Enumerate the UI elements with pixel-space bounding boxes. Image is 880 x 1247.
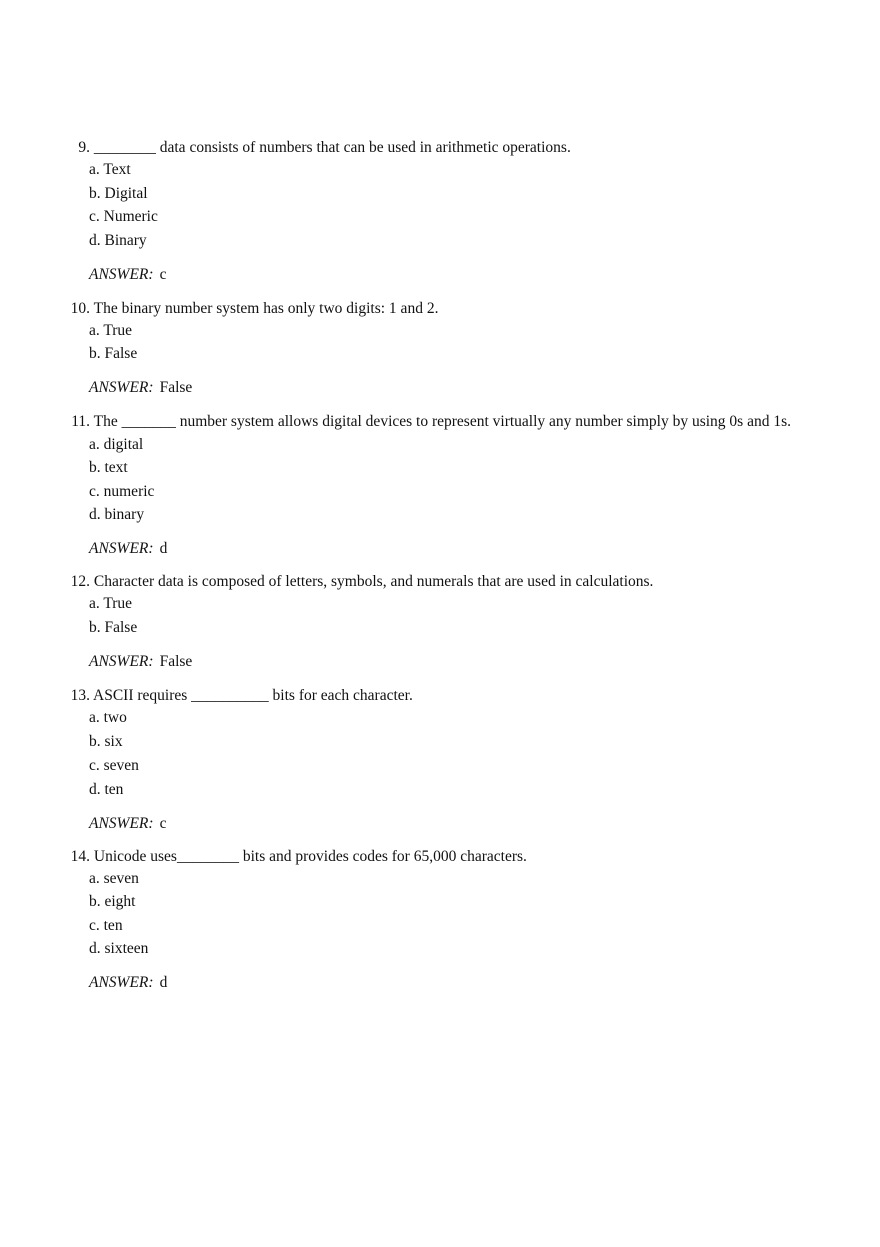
question-number: 9. xyxy=(78,139,90,156)
answer-line xyxy=(89,378,192,398)
option-b: b. six xyxy=(89,733,123,750)
option-d: d. sixteen xyxy=(89,940,149,957)
answer-line xyxy=(89,539,167,559)
option-a: a. True xyxy=(89,595,133,612)
option-b: b. text xyxy=(89,459,128,476)
answer-value: c xyxy=(159,266,167,283)
question-text: The _______ number system allows digital devices to represent virtually any number simply by using 0s and 1s. xyxy=(93,413,791,430)
answer-label: ANSWER: xyxy=(89,540,154,557)
answer-label: ANSWER: xyxy=(89,266,154,283)
option-d: d. ten xyxy=(89,781,124,798)
question-stem xyxy=(66,138,571,158)
answer-label: ANSWER: xyxy=(89,379,154,396)
option-b: b. Digital xyxy=(89,185,148,202)
question-text: ASCII requires __________ bits for each character. xyxy=(93,687,413,704)
question-stem xyxy=(66,686,413,706)
option-a: a. seven xyxy=(89,870,139,887)
option-c: c. seven xyxy=(89,757,139,774)
option-c: c. ten xyxy=(89,917,123,934)
question-number: 14. xyxy=(70,848,90,865)
question-text: Character data is composed of letters, symbols, and numerals that are used in calculations. xyxy=(93,573,654,590)
answer-value: c xyxy=(159,815,167,832)
question-stem xyxy=(66,572,653,592)
option-a: a. digital xyxy=(89,436,144,453)
question-stem xyxy=(66,847,527,867)
answer-value: d xyxy=(159,974,168,991)
question-number: 13. xyxy=(70,687,90,704)
option-d: d. binary xyxy=(89,506,145,523)
question-text: The binary number system has only two digits: 1 and 2. xyxy=(93,300,439,317)
option-a: a. two xyxy=(89,709,127,726)
option-b: b. False xyxy=(89,345,138,362)
question-stem xyxy=(66,299,438,319)
option-a: a. True xyxy=(89,322,133,339)
answer-label: ANSWER: xyxy=(89,815,154,832)
question-number: 10. xyxy=(70,300,90,317)
answer-line xyxy=(89,652,192,672)
answer-value: False xyxy=(159,653,193,670)
answer-label: ANSWER: xyxy=(89,653,154,670)
answer-value: False xyxy=(159,379,193,396)
option-a: a. Text xyxy=(89,161,131,178)
option-b: b. eight xyxy=(89,893,136,910)
answer-label: ANSWER: xyxy=(89,974,154,991)
question-stem xyxy=(66,412,791,432)
option-b: b. False xyxy=(89,619,138,636)
answer-line xyxy=(89,265,166,285)
option-c: c. Numeric xyxy=(89,208,158,225)
question-text: ________ data consists of numbers that can be used in arithmetic operations. xyxy=(93,139,571,156)
answer-value: d xyxy=(159,540,168,557)
option-c: c. numeric xyxy=(89,483,155,500)
answer-line xyxy=(89,973,167,993)
answer-line xyxy=(89,814,166,834)
question-number: 11. xyxy=(71,413,90,430)
question-text: Unicode uses________ bits and provides codes for 65,000 characters. xyxy=(93,848,527,865)
question-number: 12. xyxy=(70,573,90,590)
option-d: d. Binary xyxy=(89,232,147,249)
